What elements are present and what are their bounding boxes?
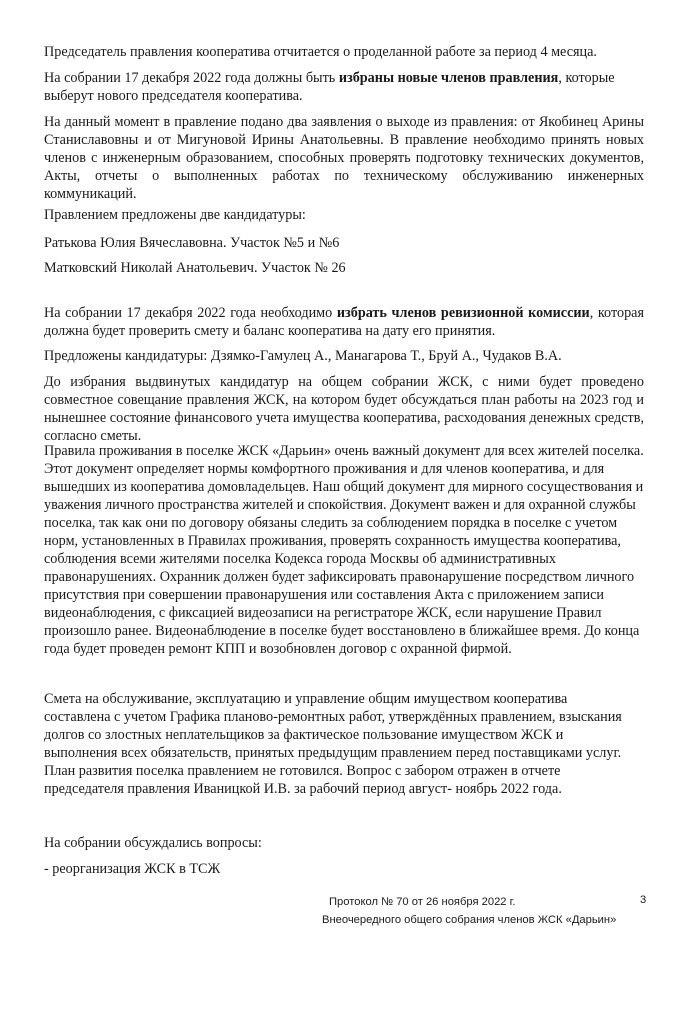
paragraph-audit-commission (44, 304, 644, 340)
paragraph-budget-estimate: Смета на обслуживание, эксплуатацию и управление общим имуществом кооператива составлена с учетом Графика планово-ремонтных работ, утверждённых правлением, взыскания долгов со злостных неплательщиков за фактическое пользование имуществом ЖСК и выполнения всех обязательств, принятых предыдущим правлением перед поставщиками услуг. План развития поселка правлением не готовился. Вопрос с забором отражен в отчете председателя правления Иваницкой И.В. за рабочий период август- ноябрь 2022 года. (44, 691, 622, 797)
board-candidate-2: Матковский Николай Анатольевич. Участок № 26 (44, 260, 346, 276)
text-run: На собрании 17 декабря 2022 года должны быть (44, 70, 339, 86)
footer-meeting-title: Внеочередного общего собрания членов ЖСК «Дарьин» (322, 914, 617, 926)
discussed-item-reorganization: - реорганизация ЖСК в ТСЖ (44, 861, 221, 877)
text-run: На собрании 17 декабря 2022 года необходимо (44, 305, 337, 321)
bold-text-board-members: избраны новые членов правления (338, 70, 559, 86)
paragraph-report-period: Председатель правления кооператива отчитается о проделанной работе за период 4 месяца. (44, 44, 597, 60)
text-run: , которая должна будет проверить смету и баланс кооператива на дату его принятия. (44, 305, 644, 339)
bold-text-audit-commission: избрать членов ревизионной комиссии (336, 305, 590, 321)
paragraph-joint-meeting: До избрания выдвинутых кандидатур на общем собрании ЖСК, с ними будет проведено совместное совещание правления ЖСК, на котором будет обсуждаться план работы на 2023 год и нынешнее состояние финансового учета имущества кооператива, расходования денежных средств, согласно сметы. (44, 374, 644, 444)
paragraph-board-election (44, 69, 644, 105)
paragraph-discussed-questions: На собрании обсуждались вопросы: (44, 835, 262, 851)
paragraph-board-candidates-intro: Правлением предложены две кандидатуры: (44, 207, 306, 223)
paragraph-resignations: На данный момент в правление подано два заявления о выходе из правления: от Якобинец Арины Станиславовны и от Мигуновой Ирины Анатольевны. В правление необходимо принять новых членов с инженерным образованием, способных проверять подготовку технических документов, Акты, отчеты о выполненных работах по техническому обслуживанию инженерных коммуникаций. (44, 114, 644, 202)
paragraph-living-rules: Правила проживания в поселке ЖСК «Дарьин» очень важный документ для всех жителей поселка. Этот документ определяет нормы комфортного проживания и для членов кооператива, и для вышедших из кооператива домовладельцев. Наш общий документ для мирного сосуществования и уважения личного пространства жителей и спокойствия. Документ важен и для охранной службы поселка, так как они по договору обязаны следить за соблюдением порядка в поселке с учетом норм, установленных в Правилах проживания, проверять сохранность имущества кооператива, соблюдения всеми жителями поселка Кодекса города Москвы об административных правонарушениях. Охранник должен будет зафиксировать правонарушение посредством личного присутствия при совершении правонарушения или составления Акта с приложением записи видеонаблюдения, с фиксацией видеозаписи на регистраторе ЖСК, если нарушение Правил произошло ранее. Видеонаблюдение в поселке будет восстановлено в ближайшее время. До конца года будет проведен ремонт КПП и возобновлен договор с охранной фирмой. (44, 443, 644, 657)
footer-page-number: 3 (640, 894, 647, 906)
board-candidate-1: Ратькова Юлия Вячеславовна. Участок №5 и №6 (44, 235, 340, 251)
text-run: , которые выберут нового председателя кооператива. (44, 70, 615, 104)
paragraph-audit-candidates: Предложены кандидатуры: Дзямко-Гамулец А., Манагарова Т., Бруй А., Чудаков В.А. (44, 348, 562, 364)
footer-protocol: Протокол № 70 от 26 ноября 2022 г. (329, 896, 516, 908)
